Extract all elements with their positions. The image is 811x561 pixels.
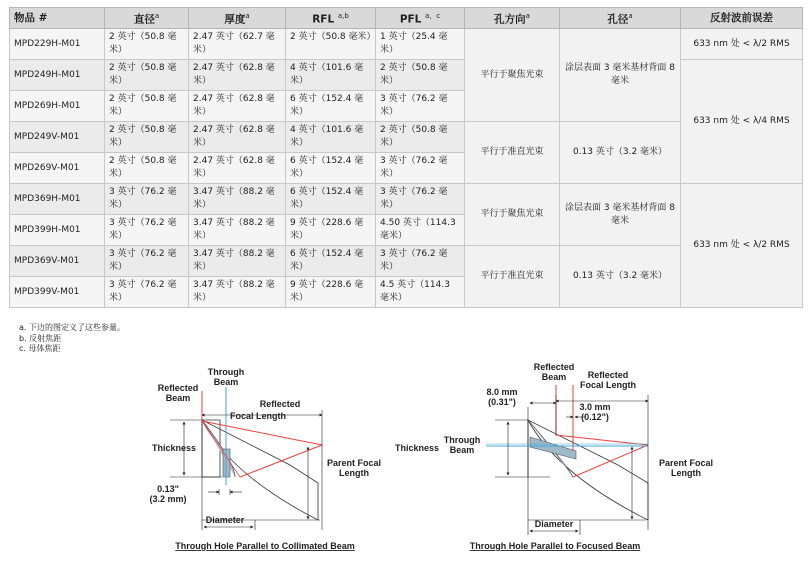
part-number: MPD399V-M01	[10, 277, 105, 308]
pfl-label: Parent Focal Length	[658, 458, 714, 478]
thickness-cell: 2.47 英寸（62.8 毫米）	[189, 153, 286, 184]
diagram-collimated	[140, 355, 390, 555]
part-number: MPD269H-M01	[10, 91, 105, 122]
col-wavefront: 反射波前误差	[681, 8, 803, 29]
diameter-cell: 3 英寸（76.2 毫米）	[105, 246, 189, 277]
mirror-body	[528, 420, 648, 520]
hole-size-label: 0.13" (3.2 mm)	[149, 484, 187, 504]
diameter-cell: 2 英寸（50.8 毫米）	[105, 29, 189, 60]
rfl-label: Reflected	[259, 399, 301, 409]
pfl-cell: 1 英寸（25.4 毫米）	[376, 29, 465, 60]
footnotes	[19, 323, 125, 355]
diameter-cell: 2 英寸（50.8 毫米）	[105, 153, 189, 184]
diameter-cell: 3 英寸（76.2 毫米）	[105, 277, 189, 308]
hole-diameter-cell: 涂层表面 3 毫米基材背面 8 毫米	[560, 29, 681, 122]
hole-diameter-cell: 0.13 英寸（3.2 毫米）	[560, 122, 681, 184]
wavefront-cell: 633 nm 处 < λ/4 RMS	[681, 60, 803, 184]
hole-diameter-cell: 0.13 英寸（3.2 毫米）	[560, 246, 681, 308]
diameter-cell: 3 英寸（76.2 毫米）	[105, 184, 189, 215]
part-number: MPD269V-M01	[10, 153, 105, 184]
col-hole-orientation: 孔方向$^a$	[465, 8, 560, 29]
table-row	[10, 60, 803, 91]
rfl-cell: 6 英寸（152.4 毫米）	[286, 91, 376, 122]
pfl-cell: 4.5 英寸（114.3 毫米）	[376, 277, 465, 308]
hole-orientation-cell: 平行于准直光束	[465, 122, 560, 184]
footnote-b: b. 反射焦距	[19, 333, 62, 343]
thickness-cell: 3.47 英寸（88.2 毫米）	[189, 215, 286, 246]
thickness-cell: 2.47 英寸（62.8 毫米）	[189, 60, 286, 91]
rfl-label-line2: Focal Length	[230, 411, 286, 421]
part-number: MPD399H-M01	[10, 215, 105, 246]
pfl-cell: 4.50 英寸（114.3 毫米）	[376, 215, 465, 246]
thickness-label: Thickness	[395, 443, 440, 453]
hole-diameter-cell: 涂层表面 3 毫米基材背面 8 毫米	[560, 184, 681, 246]
hole-orientation-cell: 平行于准直光束	[465, 246, 560, 308]
hole-size-b-label: 3.0 mm (0.12")	[579, 402, 611, 422]
hole-orientation-cell: 平行于聚焦光束	[465, 184, 560, 246]
thickness-cell: 2.47 英寸（62.7 毫米）	[189, 29, 286, 60]
pfl-label: Parent Focal Length	[326, 458, 382, 478]
wavefront-cell: 633 nm 处 < λ/2 RMS	[681, 184, 803, 308]
caption-focused: Through Hole Parallel to Focused Beam	[469, 541, 641, 551]
pfl-cell: 2 英寸（50.8 毫米）	[376, 60, 465, 91]
mirror-body	[202, 420, 318, 520]
rfl-cell: 4 英寸（101.6 毫米）	[286, 60, 376, 91]
rfl-cell: 9 英寸（228.6 毫米）	[286, 277, 376, 308]
pfl-cell: 3 英寸（76.2 毫米）	[376, 184, 465, 215]
table-header-row	[10, 8, 803, 29]
footnote-a: a. 下边的图定义了这些参量。	[19, 323, 125, 332]
diameter-cell: 2 英寸（50.8 毫米）	[105, 60, 189, 91]
hole-orientation-cell: 平行于聚焦光束	[465, 29, 560, 122]
diagram-focused	[390, 355, 730, 555]
diameter-cell: 2 英寸（50.8 毫米）	[105, 91, 189, 122]
part-number: MPD369H-M01	[10, 184, 105, 215]
thickness-cell: 3.47 英寸（88.2 毫米）	[189, 184, 286, 215]
pfl-cell: 3 英寸（76.2 毫米）	[376, 91, 465, 122]
pfl-cell: 3 英寸（76.2 毫米）	[376, 153, 465, 184]
reflected-beam-label: Reflected Beam	[533, 362, 575, 382]
thickness-cell: 3.47 英寸（88.2 毫米）	[189, 277, 286, 308]
thickness-label: Thickness	[152, 443, 197, 453]
rfl-label: Reflected Focal Length	[580, 370, 636, 390]
thickness-cell: 2.47 英寸（62.8 毫米）	[189, 91, 286, 122]
through-beam-label: Through Beam	[443, 435, 481, 455]
pfl-cell: 3 英寸（76.2 毫米）	[376, 246, 465, 277]
rfl-cell: 6 英寸（152.4 毫米）	[286, 153, 376, 184]
table-row	[10, 184, 803, 215]
rfl-cell: 6 英寸（152.4 毫米）	[286, 246, 376, 277]
pfl-cell: 2 英寸（50.8 毫米）	[376, 122, 465, 153]
col-part: 物品 #	[10, 8, 105, 29]
reflected-beam-label: Reflected Beam	[157, 383, 199, 403]
diameter-cell: 3 英寸（76.2 毫米）	[105, 215, 189, 246]
diameter-label: Diameter	[534, 519, 574, 529]
col-rfl: RFL $^{a,b}$	[286, 8, 376, 29]
rfl-cell: 9 英寸（228.6 毫米）	[286, 215, 376, 246]
rfl-cell: 4 英寸（101.6 毫米）	[286, 122, 376, 153]
hole-size-a-label: 8.0 mm (0.31")	[486, 387, 518, 407]
part-number: MPD369V-M01	[10, 246, 105, 277]
through-beam-label: Through Beam	[207, 367, 245, 387]
diameter-label: Diameter	[205, 515, 245, 525]
part-number: MPD229H-M01	[10, 29, 105, 60]
table-row	[10, 29, 803, 60]
thickness-cell: 3.47 英寸（88.2 毫米）	[189, 246, 286, 277]
col-thickness: 厚度$^a$	[189, 8, 286, 29]
rfl-cell: 2 英寸（50.8 毫米）	[286, 29, 376, 60]
col-pfl: PFL $^{a,c}$	[376, 8, 465, 29]
part-number: MPD249H-M01	[10, 60, 105, 91]
col-hole-diameter: 孔径$^a$	[560, 8, 681, 29]
footnote-c: c. 母体焦距	[19, 344, 61, 353]
caption-collimated: Through Hole Parallel to Collimated Beam	[175, 541, 355, 551]
spec-table	[9, 7, 803, 308]
part-number: MPD249V-M01	[10, 122, 105, 153]
rfl-cell: 6 英寸（152.4 毫米）	[286, 184, 376, 215]
wavefront-cell: 633 nm 处 < λ/2 RMS	[681, 29, 803, 60]
thickness-cell: 2.47 英寸（62.8 毫米）	[189, 122, 286, 153]
col-diameter: 直径$^a$	[105, 8, 189, 29]
diameter-cell: 2 英寸（50.8 毫米）	[105, 122, 189, 153]
